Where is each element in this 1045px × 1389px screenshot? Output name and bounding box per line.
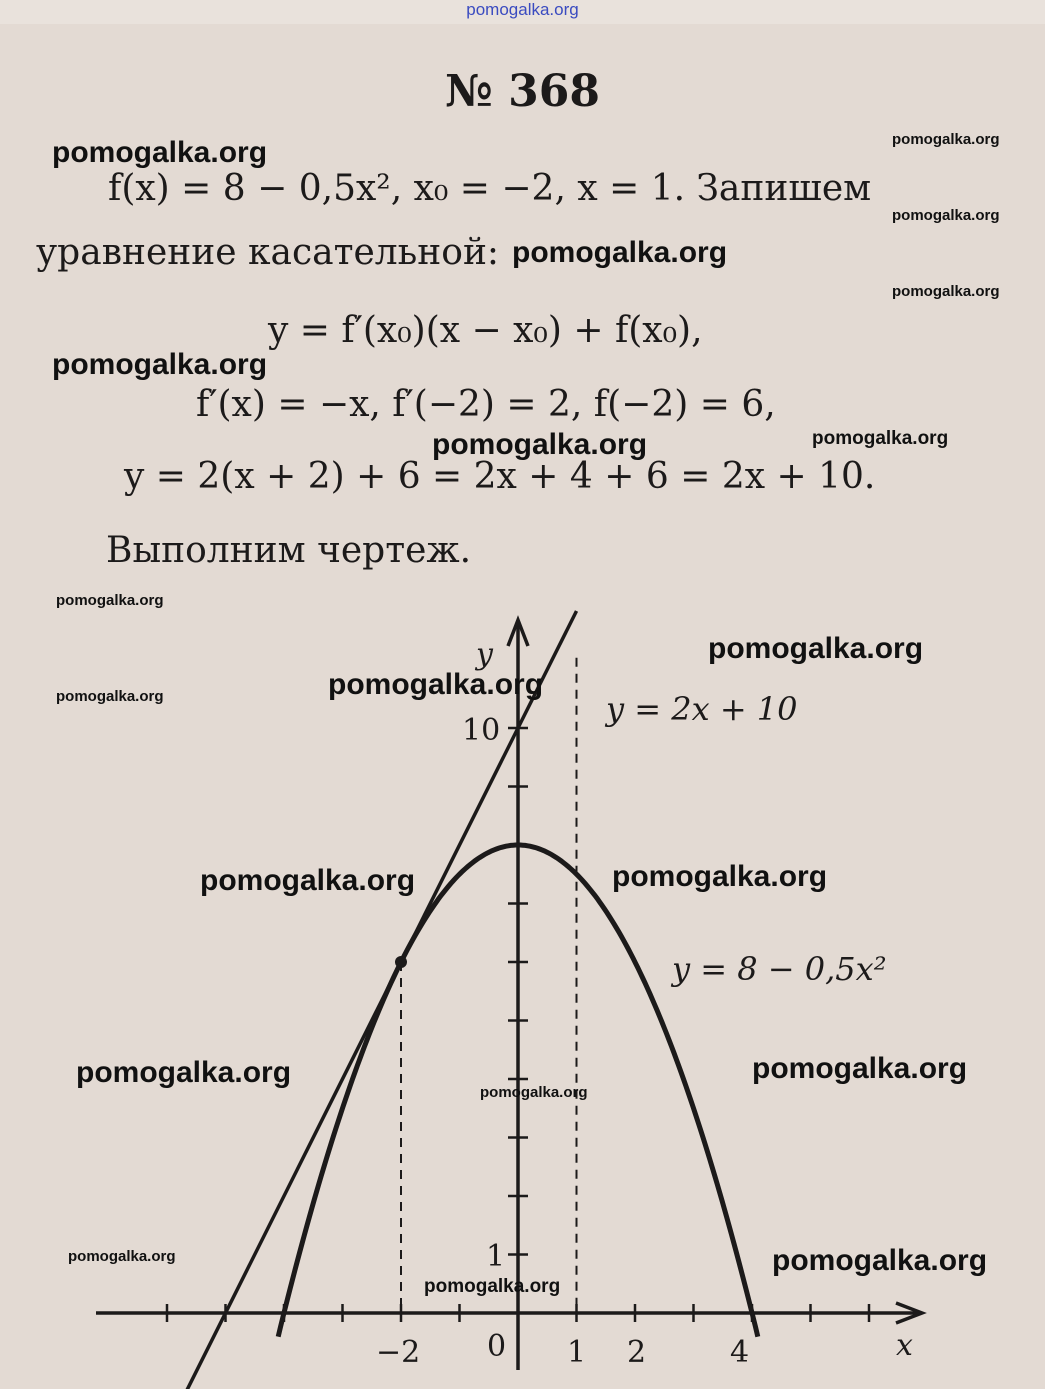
watermark: pomogalka.org: [708, 632, 924, 665]
tangent-formula: y = f′(x₀)(x − x₀) + f(x₀),: [268, 310, 703, 351]
derivative-line: f′(x) = −x, f′(−2) = 2, f(−2) = 6,: [196, 384, 776, 425]
watermark: pomogalka.org: [200, 864, 416, 897]
site-link[interactable]: pomogalka.org: [466, 0, 579, 19]
watermark: pomogalka.org: [772, 1244, 988, 1277]
problem-title: № 368: [445, 66, 600, 117]
y-axis-label: y: [476, 637, 493, 672]
x-tick-label-4: 4: [730, 1335, 750, 1370]
watermark: pomogalka.org: [480, 1084, 588, 1101]
watermark: pomogalka.org: [612, 860, 828, 893]
watermark: pomogalka.org: [812, 428, 949, 449]
watermark: pomogalka.org: [424, 1276, 561, 1297]
watermark: pomogalka.org: [892, 283, 1000, 300]
drawing-caption: Выполним чертеж.: [106, 530, 472, 571]
y-tick-label-10: 10: [462, 713, 501, 748]
watermark: pomogalka.org: [892, 131, 1000, 148]
watermark: pomogalka.org: [56, 688, 164, 705]
x-tick-label-neg2: −2: [376, 1335, 421, 1370]
watermark: pomogalka.org: [892, 207, 1000, 224]
watermark: pomogalka.org: [52, 348, 268, 381]
given-line: f(x) = 8 − 0,5x², x₀ = −2, x = 1. Запишем: [108, 168, 872, 209]
result-line: y = 2(x + 2) + 6 = 2x + 4 + 6 = 2x + 10.: [124, 456, 876, 497]
given-line-cont: уравнение касательной:: [36, 232, 500, 273]
x-tick-label-0: 0: [487, 1329, 507, 1364]
watermark: pomogalka.org: [328, 668, 544, 701]
watermark: pomogalka.org: [512, 236, 728, 269]
watermark: pomogalka.org: [68, 1248, 176, 1265]
parabola-label: y = 8 − 0,5x²: [672, 950, 887, 988]
watermark: pomogalka.org: [432, 428, 648, 461]
watermark: pomogalka.org: [752, 1052, 968, 1085]
watermark: pomogalka.org: [56, 592, 164, 609]
x-tick-label-1: 1: [567, 1335, 587, 1370]
x-tick-label-2: 2: [627, 1335, 647, 1370]
watermark: pomogalka.org: [52, 136, 268, 169]
watermark: pomogalka.org: [76, 1056, 292, 1089]
x-axis-label: x: [896, 1328, 913, 1363]
line-label: y = 2x + 10: [606, 690, 798, 728]
y-tick-label-1: 1: [486, 1239, 506, 1274]
tangent-point: [395, 956, 407, 968]
